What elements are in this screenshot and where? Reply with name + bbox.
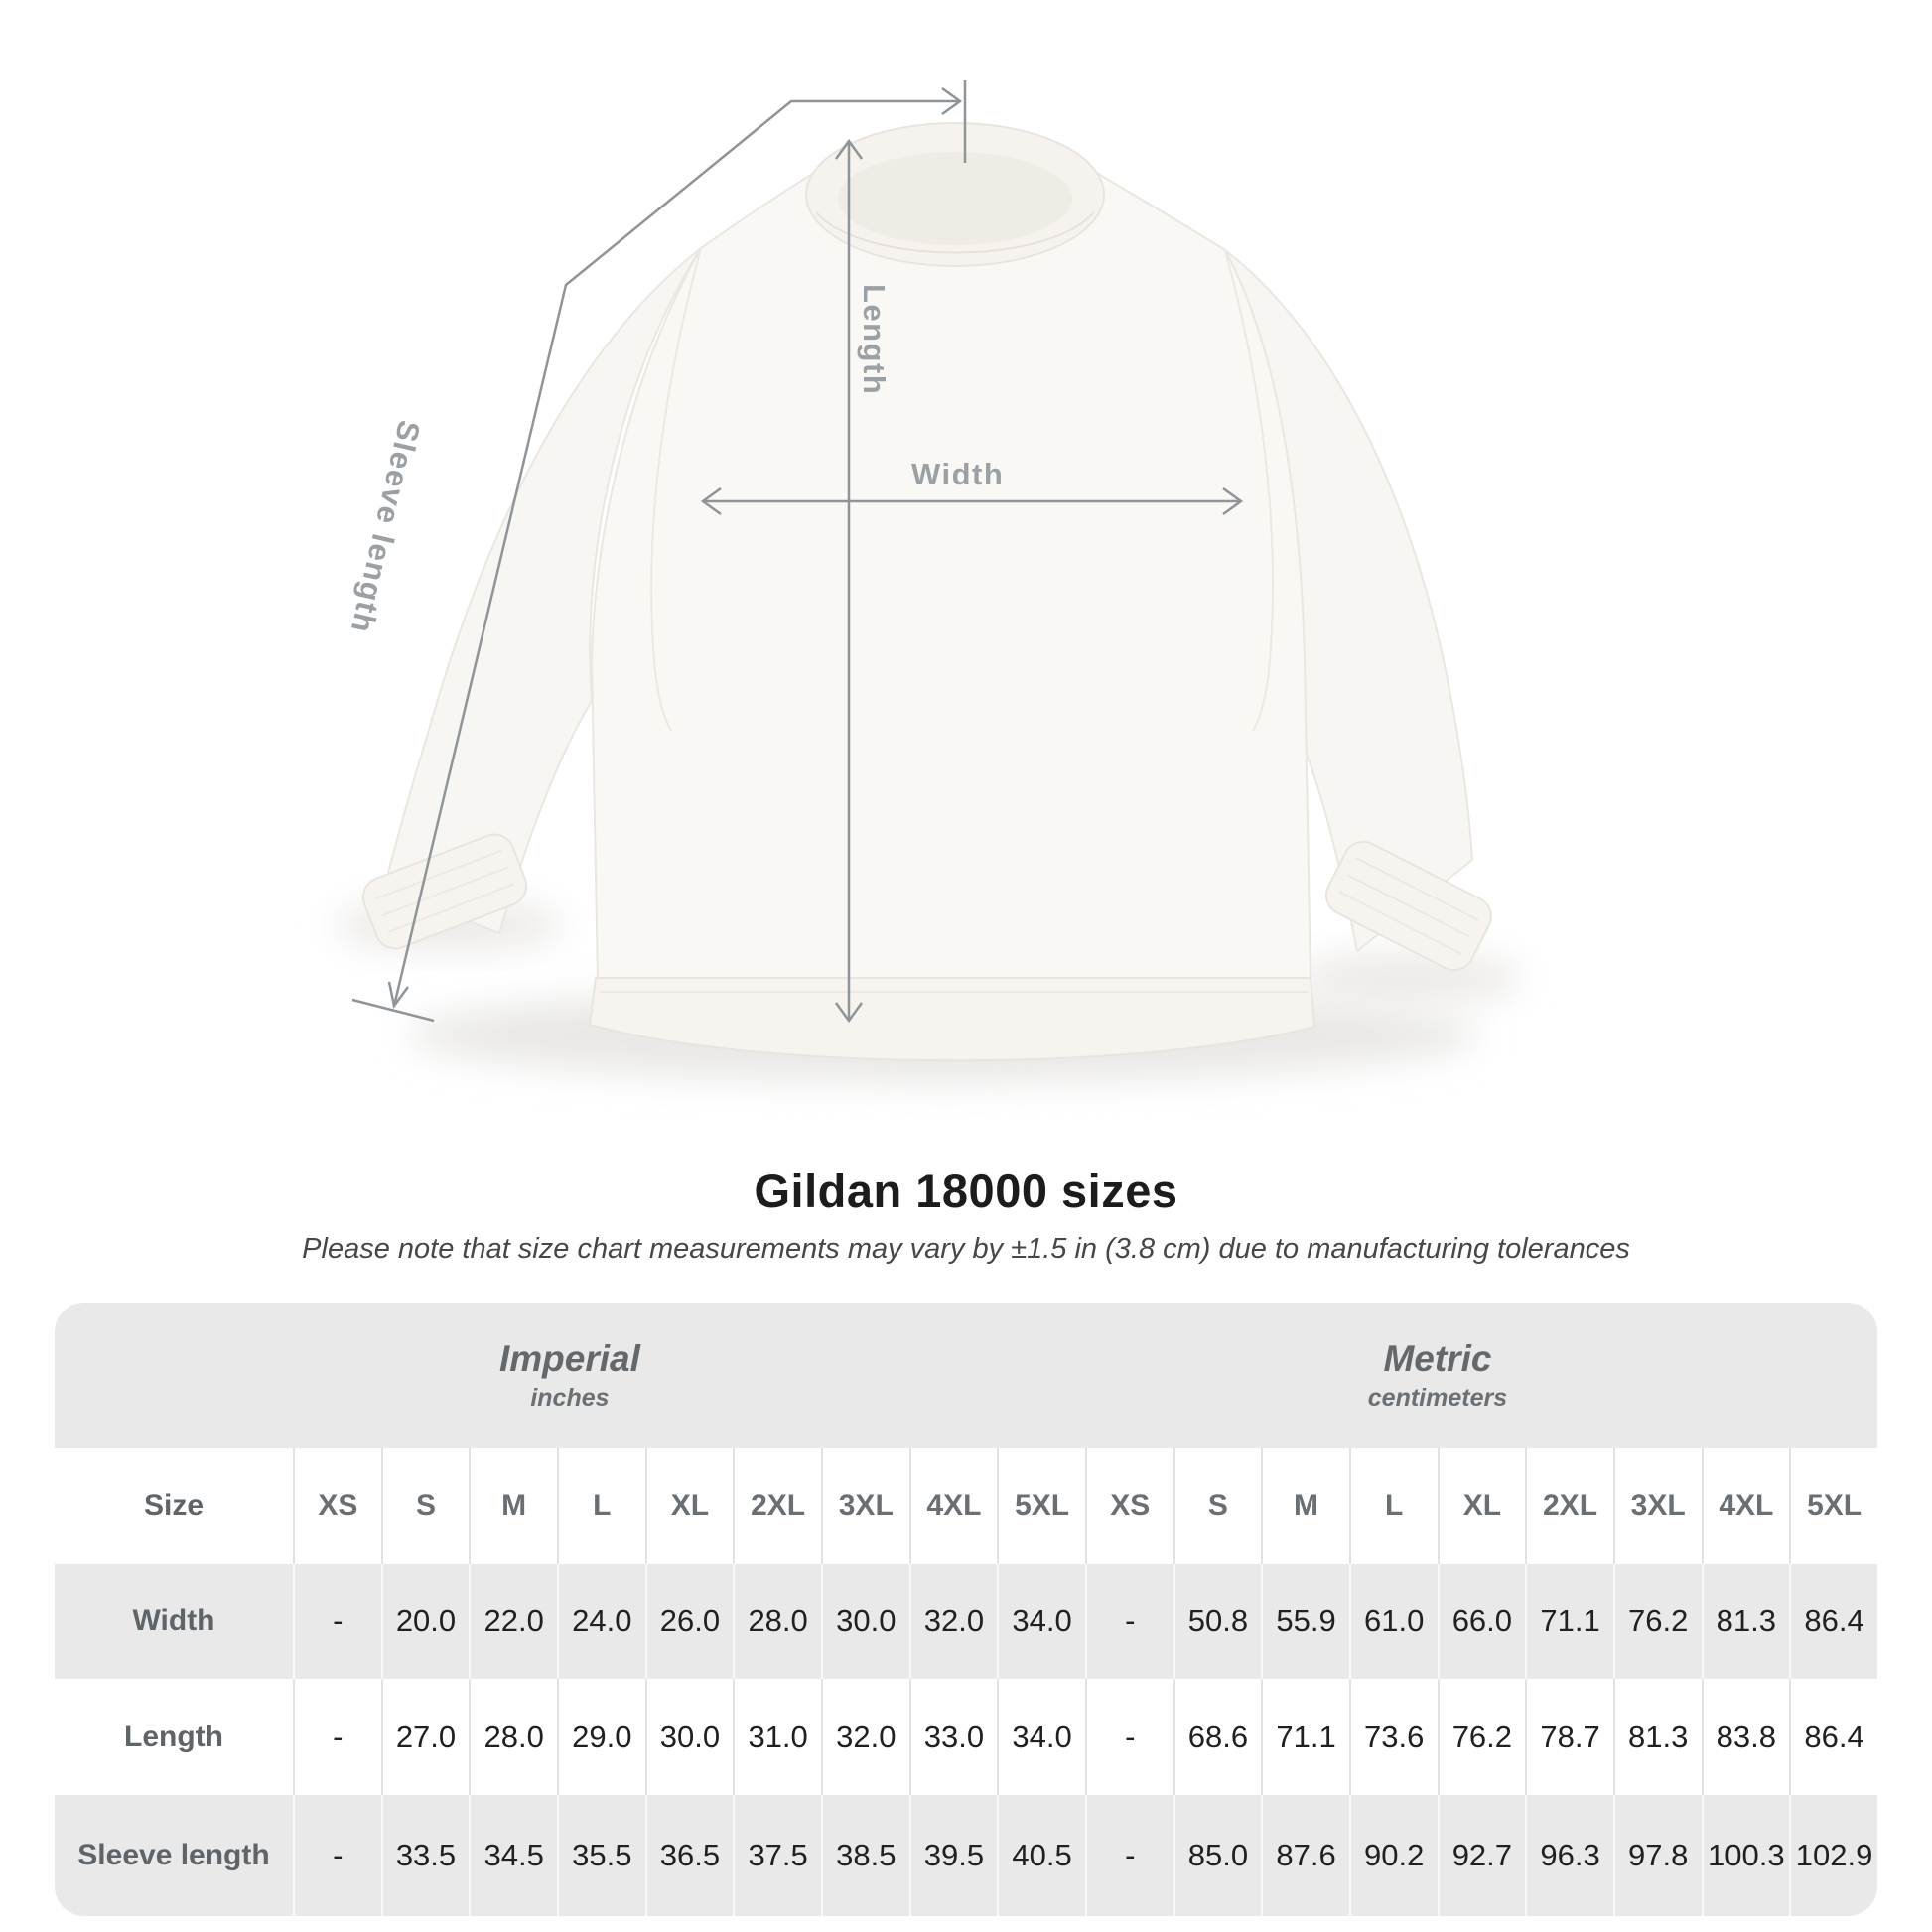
value-cell: 78.7: [1525, 1679, 1613, 1795]
width-measure-label: Width: [911, 457, 1005, 491]
value-cell: -: [293, 1679, 381, 1795]
value-cell: 35.5: [557, 1795, 645, 1916]
value-cell: 34.5: [469, 1795, 557, 1916]
value-cell: 32.0: [909, 1564, 998, 1679]
value-cell: 22.0: [469, 1564, 557, 1679]
value-cell: -: [1085, 1564, 1173, 1679]
length-measure-label: Length: [857, 284, 892, 396]
value-cell: 33.5: [381, 1795, 470, 1916]
size-column-header: XS: [293, 1448, 381, 1564]
size-column-header: 2XL: [1525, 1448, 1613, 1564]
value-cell: 86.4: [1789, 1564, 1877, 1679]
size-column-header: S: [1173, 1448, 1262, 1564]
value-cell: 32.0: [821, 1679, 909, 1795]
metric-group-name: Metric: [1383, 1337, 1492, 1379]
value-cell: 40.5: [997, 1795, 1085, 1916]
value-cell: -: [293, 1795, 381, 1916]
value-cell: 81.3: [1613, 1679, 1702, 1795]
value-cell: 73.6: [1349, 1679, 1438, 1795]
value-cell: 68.6: [1173, 1679, 1262, 1795]
measurement-row: [55, 1564, 1877, 1679]
measurement-row: [55, 1795, 1877, 1916]
value-cell: -: [293, 1564, 381, 1679]
imperial-group-name: Imperial: [499, 1337, 640, 1379]
row-label: Sleeve length: [55, 1795, 293, 1916]
size-column-header: 4XL: [1702, 1448, 1790, 1564]
value-cell: 28.0: [733, 1564, 821, 1679]
value-cell: 33.0: [909, 1679, 998, 1795]
page-title: Gildan 18000 sizes: [754, 1165, 1178, 1217]
metric-group-unit: centimeters: [1367, 1383, 1508, 1412]
size-column-header: 4XL: [909, 1448, 998, 1564]
size-header-row: [55, 1448, 1877, 1564]
value-cell: -: [1085, 1679, 1173, 1795]
size-column-header: XL: [645, 1448, 734, 1564]
value-cell: 55.9: [1261, 1564, 1349, 1679]
size-column-header: L: [1349, 1448, 1438, 1564]
row-label: Length: [55, 1679, 293, 1795]
measurement-row: [55, 1679, 1877, 1795]
value-cell: 29.0: [557, 1679, 645, 1795]
row-label: Width: [55, 1564, 293, 1679]
value-cell: 100.3: [1702, 1795, 1790, 1916]
size-column-header: XL: [1438, 1448, 1526, 1564]
value-cell: 36.5: [645, 1795, 734, 1916]
value-cell: 87.6: [1261, 1795, 1349, 1916]
value-cell: 81.3: [1702, 1564, 1790, 1679]
value-cell: 97.8: [1613, 1795, 1702, 1916]
value-cell: 26.0: [645, 1564, 734, 1679]
size-column-header: S: [381, 1448, 470, 1564]
value-cell: 76.2: [1438, 1679, 1526, 1795]
value-cell: -: [1085, 1795, 1173, 1916]
size-column-header: L: [557, 1448, 645, 1564]
metric-group-header: [1085, 1303, 1877, 1448]
value-cell: 92.7: [1438, 1795, 1526, 1916]
tolerance-note: Please note that size chart measurements may vary by ±1.5 in (3.8 cm) due to manufacturing tolerances: [302, 1233, 1630, 1265]
size-column-header: M: [1261, 1448, 1349, 1564]
imperial-group-unit: inches: [530, 1383, 610, 1412]
size-column-header: XS: [1085, 1448, 1173, 1564]
value-cell: 24.0: [557, 1564, 645, 1679]
value-cell: 102.9: [1789, 1795, 1877, 1916]
value-cell: 50.8: [1173, 1564, 1262, 1679]
value-cell: 86.4: [1789, 1679, 1877, 1795]
unit-group-header-row: [55, 1303, 1877, 1448]
value-cell: 27.0: [381, 1679, 470, 1795]
value-cell: 71.1: [1525, 1564, 1613, 1679]
value-cell: 34.0: [997, 1679, 1085, 1795]
value-cell: 31.0: [733, 1679, 821, 1795]
value-cell: 96.3: [1525, 1795, 1613, 1916]
size-column-header: 3XL: [1613, 1448, 1702, 1564]
sleeve-length-measure-label: Sleeve length: [344, 417, 427, 637]
size-column-header: 2XL: [733, 1448, 821, 1564]
size-column-header: M: [469, 1448, 557, 1564]
value-cell: 30.0: [821, 1564, 909, 1679]
size-column-header: 5XL: [997, 1448, 1085, 1564]
value-cell: 71.1: [1261, 1679, 1349, 1795]
value-cell: 30.0: [645, 1679, 734, 1795]
value-cell: 34.0: [997, 1564, 1085, 1679]
value-cell: 20.0: [381, 1564, 470, 1679]
size-corner-label: Size: [55, 1448, 293, 1564]
value-cell: 38.5: [821, 1795, 909, 1916]
value-cell: 85.0: [1173, 1795, 1262, 1916]
value-cell: 28.0: [469, 1679, 557, 1795]
size-column-header: 3XL: [821, 1448, 909, 1564]
value-cell: 61.0: [1349, 1564, 1438, 1679]
value-cell: 37.5: [733, 1795, 821, 1916]
imperial-group-header: [55, 1303, 1085, 1448]
value-cell: 39.5: [909, 1795, 998, 1916]
value-cell: 83.8: [1702, 1679, 1790, 1795]
size-column-header: 5XL: [1789, 1448, 1877, 1564]
value-cell: 76.2: [1613, 1564, 1702, 1679]
value-cell: 90.2: [1349, 1795, 1438, 1916]
value-cell: 66.0: [1438, 1564, 1526, 1679]
size-table: [55, 1303, 1877, 1916]
